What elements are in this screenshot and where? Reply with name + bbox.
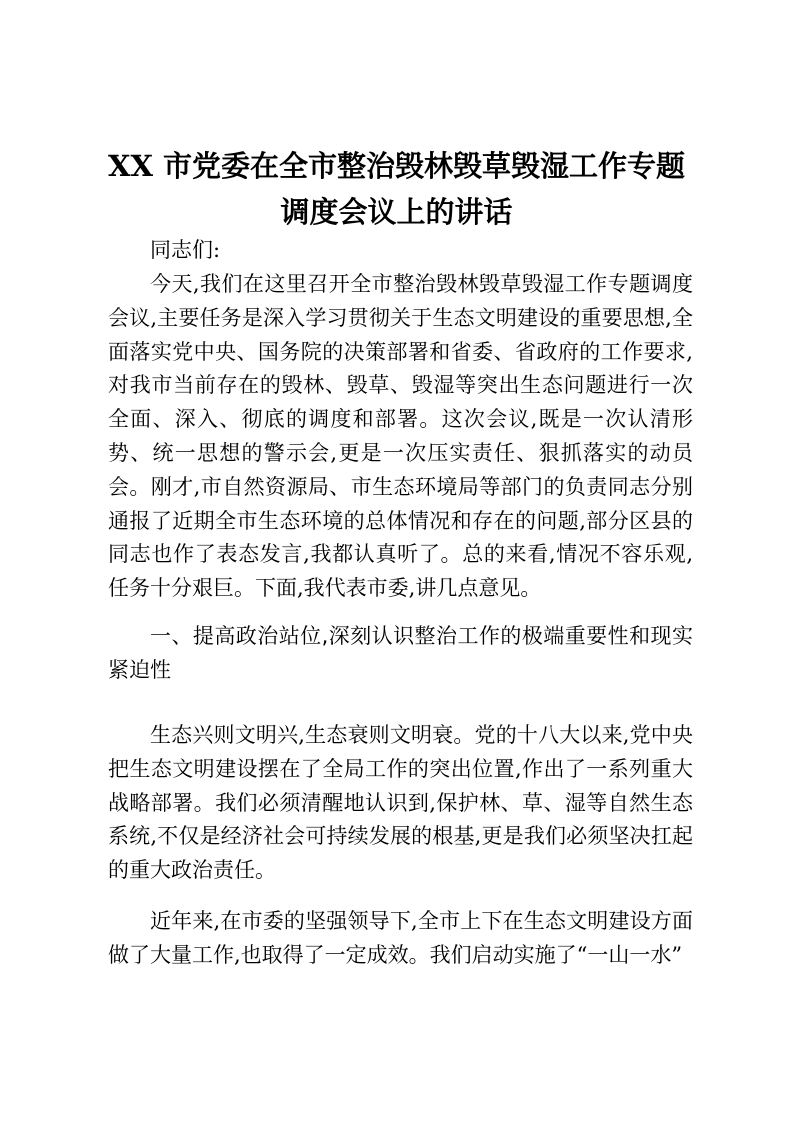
document-title-line-2: 调度会议上的讲话 xyxy=(280,195,513,229)
body-paragraph-1 xyxy=(108,268,693,606)
paragraph-text: 今天,我们在这里召开全市整治毁林毁草毁湿工作专题调度会议,主要任务是深入学习贯彻关于生态文明建设的重要思想,全面落实党中央、国务院的决策部署和省委、省政府的工作要求,对我市当前存在的毁林、毁草、毁湿等突出生态问题进行一次全面、深入、彻底的调度和部署。这次会议,既是一次认清形势、统一思想的警示会,更是一次压实责任、狠抓落实的动员会。刚才,市自然资源局、市生态环境局等部门的负责同志分别通报了近期全市生态环境的总体情况和存在的问题,部分区县的同志也作了表态发言,我都认真听了。总的来看,情况不容乐观,任务十分艰巨。下面,我代表市委,讲几点意见。 xyxy=(108,272,693,601)
section-heading-1: 一、提高政治站位,深刻认识整治工作的极端重要性和现实紧迫性 xyxy=(108,624,693,682)
document-title-line-1: XX 市党委在全市整治毁林毁草毁湿工作专题 xyxy=(107,149,686,183)
salutation: 同志们: xyxy=(150,238,221,262)
paragraph-text: 生态兴则文明兴,生态衰则文明衰。党的十八大以来,党中央把生态文明建设摆在了全局工作的突出位置,作出了一系列重大战略部署。我们必须清醒地认识到,保护林、草、湿等自然生态系统,不仅是经济社会可持续发展的根基,更是我们必须坚决扛起的重大政治责任。 xyxy=(108,723,693,883)
body-paragraph-3 xyxy=(108,905,693,973)
paragraph-text: 近年来,在市委的坚强领导下,全市上下在生态文明建设方面做了大量工作,也取得了一定成效。我们启动实施了“一山一水” xyxy=(108,909,693,967)
body-paragraph-2 xyxy=(108,719,693,888)
